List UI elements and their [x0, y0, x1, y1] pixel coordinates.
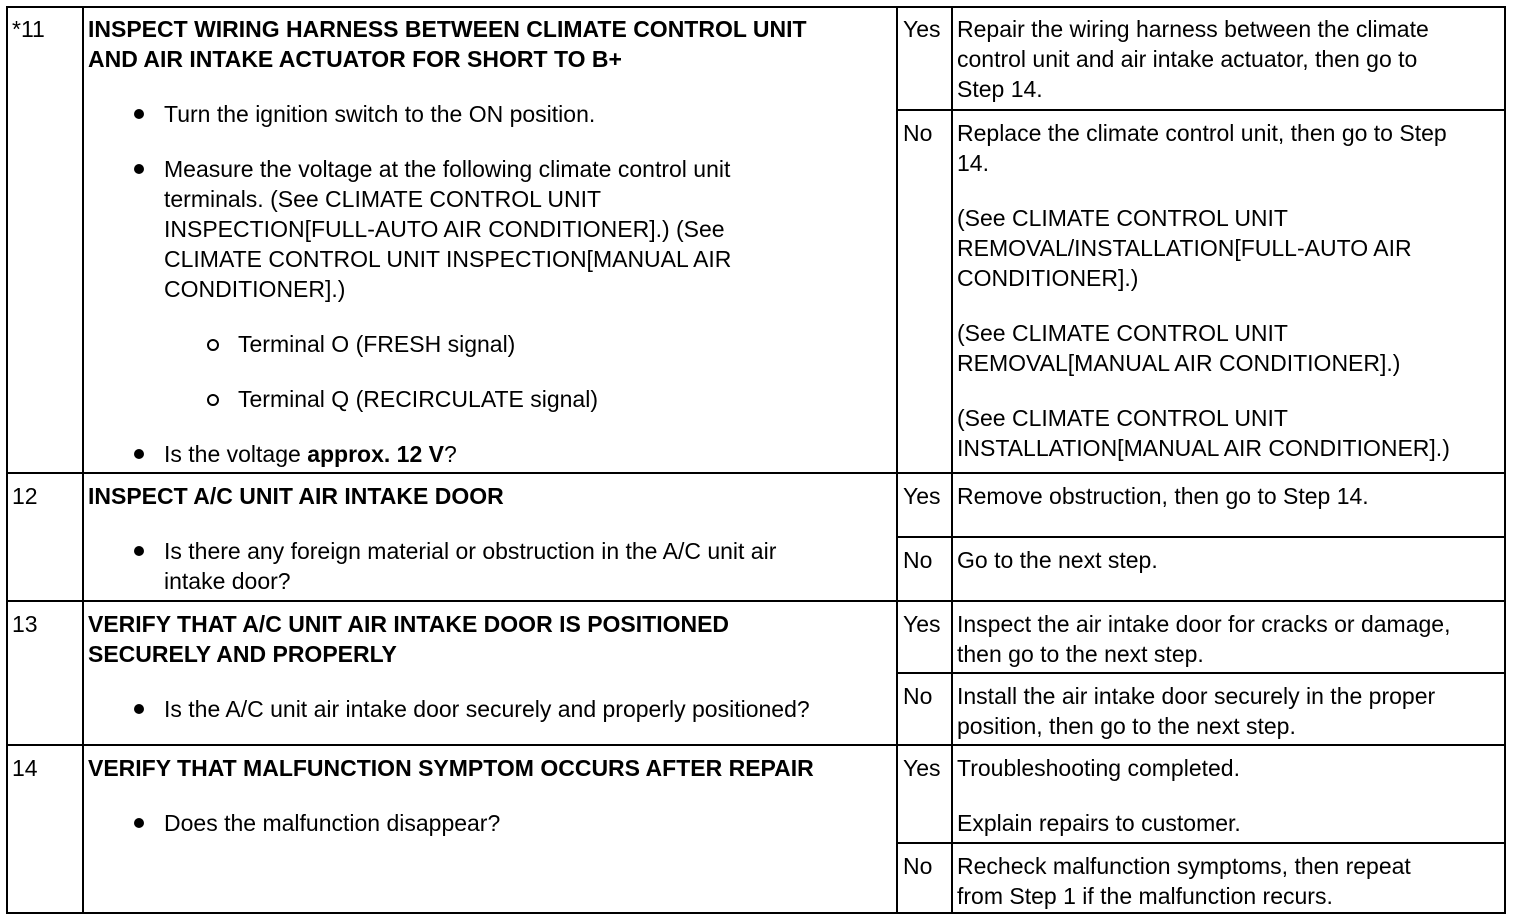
bullet-text-bold: approx. 12 V — [307, 441, 444, 467]
yesno-divider-13 — [896, 672, 1506, 674]
step-title-line: VERIFY THAT A/C UNIT AIR INTAKE DOOR IS POSITIONED — [88, 611, 730, 637]
sub-bullet-icon — [207, 339, 219, 351]
no-label: No — [903, 683, 933, 709]
yes-text-line: Step 14. — [957, 76, 1043, 102]
no-ref-line: REMOVAL[MANUAL AIR CONDITIONER].) — [957, 350, 1401, 376]
bullet-icon — [134, 818, 144, 828]
col-divider-result — [951, 6, 953, 914]
step-title: VERIFY THAT MALFUNCTION SYMPTOM OCCURS AFTER REPAIR — [88, 755, 814, 781]
col-divider-action — [896, 6, 898, 914]
no-text-line: 14. — [957, 150, 989, 176]
yes-text-line: Troubleshooting completed. — [957, 755, 1240, 781]
bullet-text: Turn the ignition switch to the ON position. — [164, 101, 596, 127]
no-text: Go to the next step. — [957, 547, 1158, 573]
bullet-text-post: ? — [443, 441, 457, 467]
bullet-text-line: CONDITIONER].) — [164, 276, 346, 302]
yes-text-line: control unit and air intake actuator, then go to — [957, 46, 1418, 72]
no-ref-line: REMOVAL/INSTALLATION[FULL-AUTO AIR — [957, 235, 1412, 261]
yes-text-line: Inspect the air intake door for cracks or damage, — [957, 611, 1451, 637]
no-text-line: Install the air intake door securely in the proper — [957, 683, 1436, 709]
bullet-icon — [134, 546, 144, 556]
bullet-text-line: Measure the voltage at the following climate control unit — [164, 156, 731, 182]
step-number: 14 — [12, 755, 38, 781]
step-title: INSPECT A/C UNIT AIR INTAKE DOOR — [88, 483, 504, 509]
sub-bullet-text: Terminal O (FRESH signal) — [238, 331, 516, 357]
bullet-text-line: Is there any foreign material or obstruction in the A/C unit air — [164, 538, 777, 564]
yesno-divider-14 — [896, 842, 1506, 844]
no-label: No — [903, 120, 933, 146]
bullet-text-line: CLIMATE CONTROL UNIT INSPECTION[MANUAL AIR — [164, 246, 732, 272]
no-text-line: Recheck malfunction symptoms, then repeat — [957, 853, 1411, 879]
yes-label: Yes — [903, 16, 941, 42]
row-divider-13-14 — [6, 744, 1506, 746]
step-title-line: AND AIR INTAKE ACTUATOR FOR SHORT TO B+ — [88, 46, 622, 72]
row-divider-11-12 — [6, 472, 1506, 474]
yesno-divider-11 — [896, 109, 1506, 111]
bullet-text-line: terminals. (See CLIMATE CONTROL UNIT — [164, 186, 602, 212]
step-number: 12 — [12, 483, 38, 509]
bullet-icon — [134, 704, 144, 714]
row-divider-12-13 — [6, 600, 1506, 602]
sub-bullet-icon — [207, 394, 219, 406]
no-label: No — [903, 547, 933, 573]
no-text-line: position, then go to the next step. — [957, 713, 1296, 739]
no-ref-line: (See CLIMATE CONTROL UNIT — [957, 405, 1288, 431]
yes-text: Remove obstruction, then go to Step 14. — [957, 483, 1369, 509]
yes-label: Yes — [903, 483, 941, 509]
yesno-divider-12 — [896, 536, 1506, 538]
no-text-line: from Step 1 if the malfunction recurs. — [957, 883, 1333, 909]
no-ref-line: INSTALLATION[MANUAL AIR CONDITIONER].) — [957, 435, 1450, 461]
step-title-line: SECURELY AND PROPERLY — [88, 641, 397, 667]
sub-bullet-text: Terminal Q (RECIRCULATE signal) — [238, 386, 598, 412]
no-text-line: Replace the climate control unit, then go to Step — [957, 120, 1447, 146]
bullet-text — [164, 439, 457, 469]
bullet-text: Is the A/C unit air intake door securely and properly positioned? — [164, 696, 810, 722]
no-ref-line: (See CLIMATE CONTROL UNIT — [957, 205, 1288, 231]
step-number: 13 — [12, 611, 38, 637]
bullet-text-line: INSPECTION[FULL-AUTO AIR CONDITIONER].) (See — [164, 216, 725, 242]
bullet-text-line: intake door? — [164, 568, 291, 594]
col-divider-step — [82, 6, 84, 914]
yes-text-line: Explain repairs to customer. — [957, 810, 1241, 836]
yes-text-line: then go to the next step. — [957, 641, 1204, 667]
bullet-icon — [134, 449, 144, 459]
step-title-line: INSPECT WIRING HARNESS BETWEEN CLIMATE CONTROL UNIT — [88, 16, 807, 42]
no-ref-line: (See CLIMATE CONTROL UNIT — [957, 320, 1288, 346]
bullet-icon — [134, 164, 144, 174]
yes-label: Yes — [903, 755, 941, 781]
no-ref-line: CONDITIONER].) — [957, 265, 1139, 291]
bullet-text: Does the malfunction disappear? — [164, 810, 501, 836]
bullet-text-pre: Is the voltage — [164, 441, 308, 467]
yes-label: Yes — [903, 611, 941, 637]
no-label: No — [903, 853, 933, 879]
step-number: *11 — [12, 16, 45, 42]
yes-text-line: Repair the wiring harness between the climate — [957, 16, 1429, 42]
bullet-icon — [134, 109, 144, 119]
